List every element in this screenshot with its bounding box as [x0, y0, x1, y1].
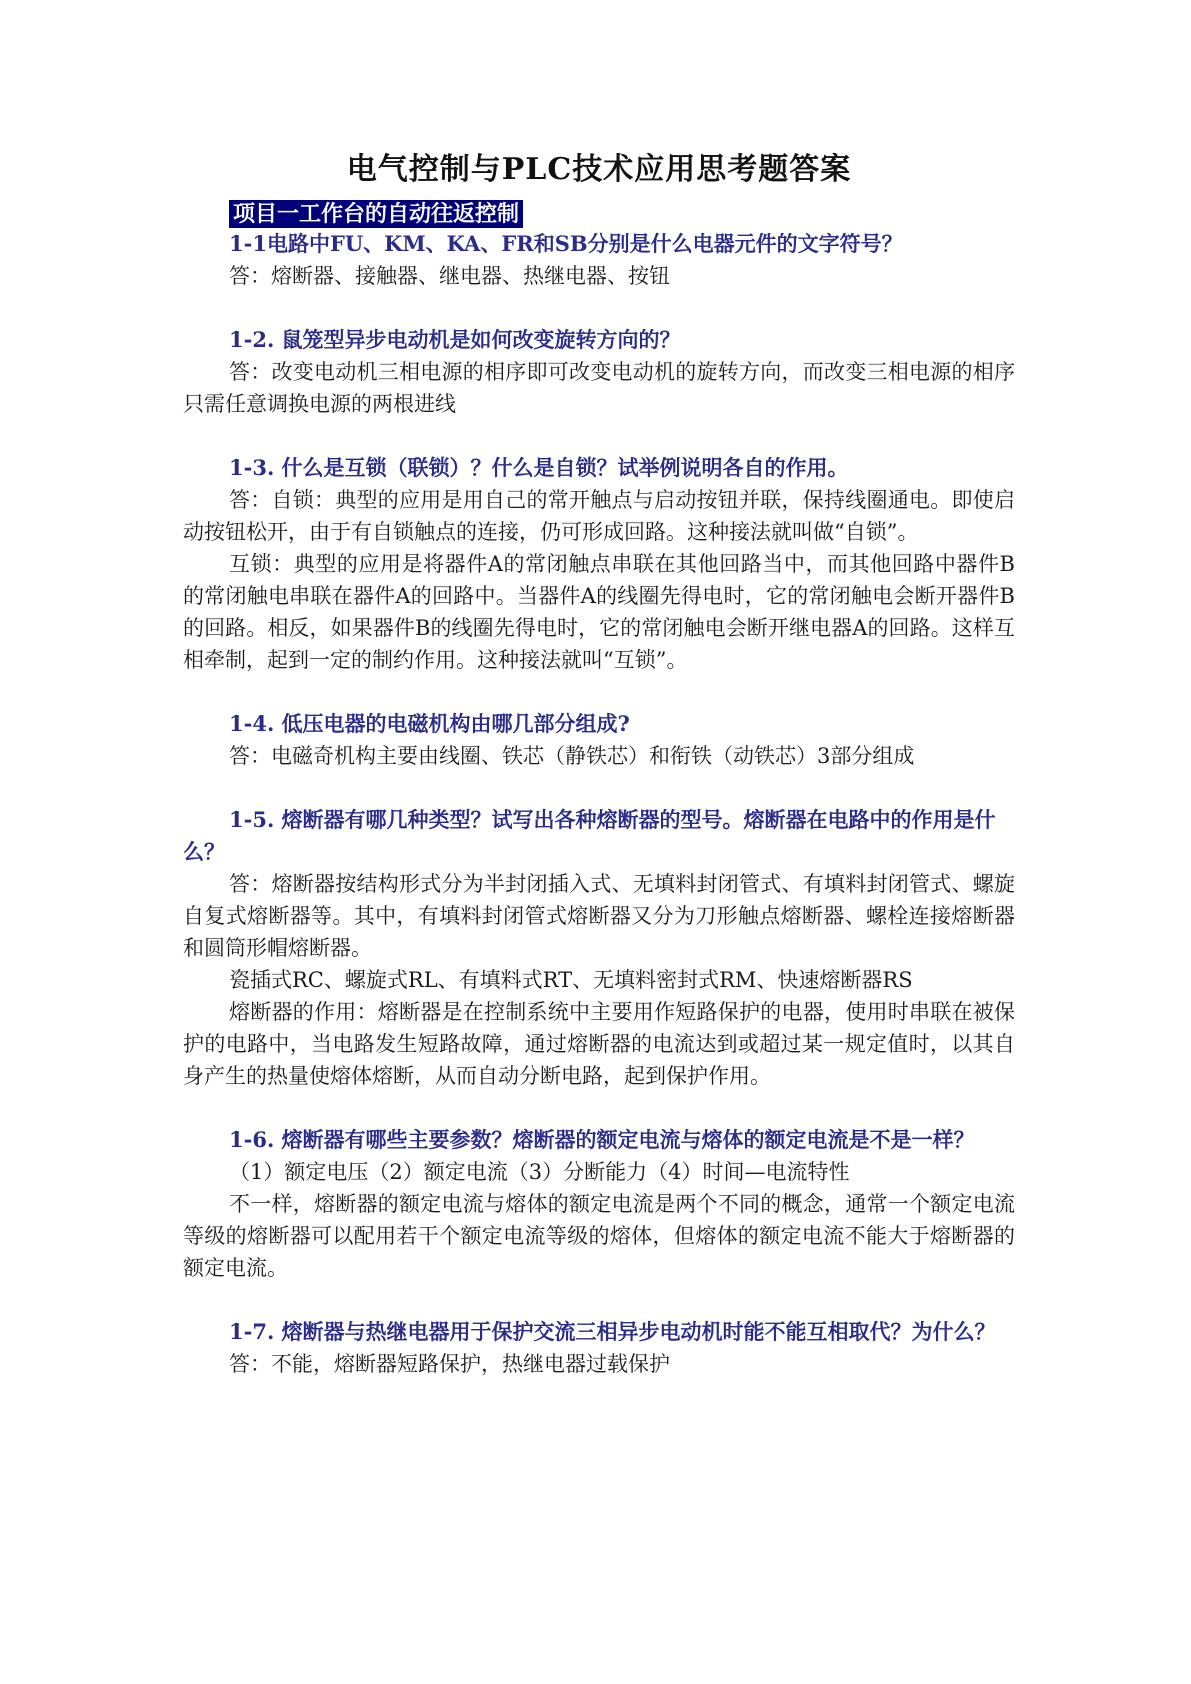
answer-paragraph: 熔断器的作用：熔断器是在控制系统中主要用作短路保护的电器，使用时串联在被保护的电路中，当电路发生短路故障，通过熔断器的电流达到或超过某一规定值时，以其自身产生的热量使熔体熔断，从而自动分断电路，起到保护作用。	[183, 1000, 1015, 1088]
qa-item-1	[183, 228, 1015, 292]
qa-item-3	[183, 452, 1015, 676]
question-text: 1-2. 鼠笼型异步电动机是如何改变旋转方向的？	[229, 327, 681, 352]
answer-paragraph: 瓷插式RC、螺旋式RL、有填料式RT、无填料密封式RM、快速熔断器RS	[229, 968, 913, 992]
document-title: 电气控制与PLC技术应用思考题答案	[346, 152, 852, 187]
question-text: 1-3. 什么是互锁（联锁）？什么是自锁？试举例说明各自的作用。	[229, 455, 849, 480]
answer-paragraph: 答：自锁：典型的应用是用自己的常开触点与启动按钮并联，保持线圈通电。即使启动按钮松开，由于有自锁触点的连接，仍可形成回路。这种接法就叫做“自锁”。	[183, 488, 1015, 544]
answer-paragraph: 互锁：典型的应用是将器件A的常闭触点串联在其他回路当中，而其他回路中器件B的常闭触电串联在器件A的回路中。当器件A的线圈先得电时，它的常闭触电会断开器件B的回路。相反，如果器件B的线圈先得电时，它的常闭触电会断开继电器A的回路。这样互相牵制，起到一定的制约作用。这种接法就叫“互锁”。	[183, 552, 1015, 672]
answer-paragraph: （1）额定电压（2）额定电流（3）分断能力（4）时间—电流特性	[229, 1160, 850, 1184]
question-text: 1-6. 熔断器有哪些主要参数？熔断器的额定电流与熔体的额定电流是不是一样？	[229, 1127, 975, 1152]
spacer	[183, 772, 1015, 804]
question-text: 1-5. 熔断器有哪几种类型？试写出各种熔断器的型号。熔断器在电路中的作用是什么？	[183, 807, 996, 864]
qa-item-6	[183, 1124, 1015, 1284]
qa-item-2	[183, 324, 1015, 420]
question-text: 1-7. 熔断器与热继电器用于保护交流三相异步电动机时能不能互相取代？为什么？	[229, 1319, 996, 1344]
qa-item-4	[183, 708, 1015, 772]
qa-item-7	[183, 1316, 1015, 1380]
spacer	[183, 420, 1015, 452]
spacer	[183, 1092, 1015, 1124]
qa-item-5	[183, 804, 1015, 1092]
answer-paragraph: 答：熔断器、接触器、继电器、热继电器、按钮	[229, 264, 670, 288]
answer-paragraph: 答：电磁奇机构主要由线圈、铁芯（静铁芯）和衔铁（动铁芯）3部分组成	[229, 744, 915, 768]
spacer	[183, 676, 1015, 708]
spacer	[183, 292, 1015, 324]
question-text: 1-1电路中FU、KM、KA、FR和SB分别是什么电器元件的文字符号？	[229, 231, 903, 256]
answer-paragraph: 答：熔断器按结构形式分为半封闭插入式、无填料封闭管式、有填料封闭管式、螺旋自复式熔断器等。其中，有填料封闭管式熔断器又分为刀形触点熔断器、螺栓连接熔断器和圆筒形帽熔断器。	[183, 872, 1015, 960]
answer-paragraph: 答：不能，熔断器短路保护，热继电器过载保护	[229, 1352, 670, 1376]
spacer	[183, 1284, 1015, 1316]
answer-paragraph: 不一样，熔断器的额定电流与熔体的额定电流是两个不同的概念，通常一个额定电流等级的熔断器可以配用若干个额定电流等级的熔体，但熔体的额定电流不能大于熔断器的额定电流。	[183, 1192, 1015, 1280]
answer-paragraph: 答：改变电动机三相电源的相序即可改变电动机的旋转方向，而改变三相电源的相序只需任意调换电源的两根进线	[183, 360, 1015, 416]
question-text: 1-4. 低压电器的电磁机构由哪几部分组成?	[229, 711, 630, 736]
document-content	[183, 150, 1015, 1380]
section-heading: 项目一工作台的自动往返控制	[229, 200, 523, 228]
